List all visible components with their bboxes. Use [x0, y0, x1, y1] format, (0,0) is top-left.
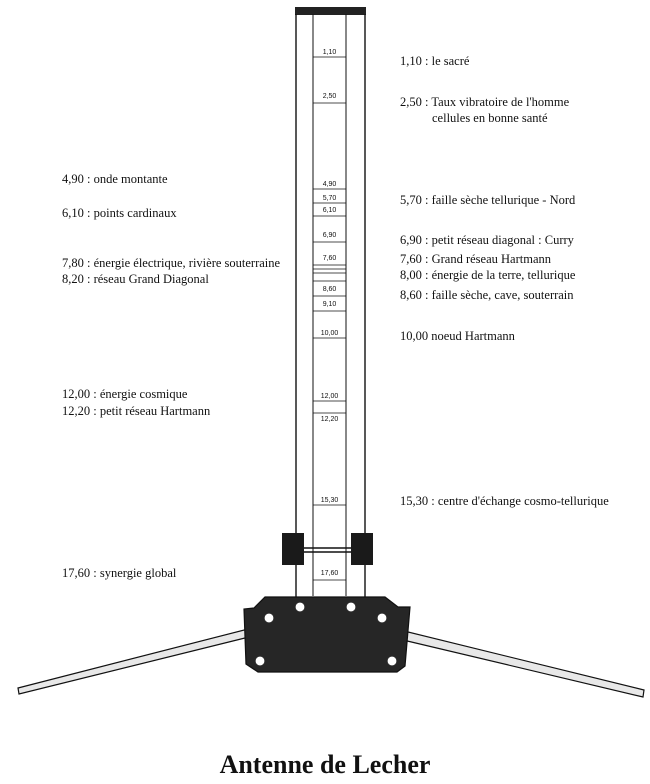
tick-label-4-90: 4,90 [322, 181, 337, 188]
label-petit-reseau-hartmann: 12,20 : petit réseau Hartmann [62, 404, 211, 418]
tick-label-2-50: 2,50 [322, 93, 337, 100]
label-energie-terre: 8,00 : énergie de la terre, tellurique [400, 268, 576, 282]
tick-label-1-10: 1,10 [322, 49, 337, 56]
label-energie-cosmique: 12,00 : énergie cosmique [62, 387, 188, 401]
antenna-top-cap [295, 7, 366, 15]
tick-label-12-20: 12,20 [320, 416, 339, 423]
tick-label-6-90: 6,90 [322, 232, 337, 239]
tick-label-17-60: 17,60 [320, 570, 339, 577]
label-onde-montante: 4,90 : onde montante [62, 172, 168, 186]
label-noeud-hartmann: 10,00 noeud Hartmann [400, 329, 515, 343]
scale-tick-labels [321, 49, 339, 577]
slider-block-right [351, 533, 373, 565]
diagram-title: Antenne de Lecher [219, 750, 431, 779]
arm-right [403, 631, 644, 697]
tick-label-5-70: 5,70 [322, 195, 337, 202]
tick-label-12-00: 12,00 [320, 393, 339, 400]
label-grand-reseau-hartmann: 7,60 : Grand réseau Hartmann [400, 252, 551, 266]
label-faille-seche-cave: 8,60 : faille sèche, cave, souterrain [400, 288, 574, 302]
label-cellules-bonne-sante: cellules en bonne santé [432, 111, 548, 125]
label-energie-electrique: 7,80 : énergie électrique, rivière souterraine [62, 256, 281, 270]
tick-label-6-10: 6,10 [322, 207, 337, 214]
label-taux-vibratoire: 2,50 : Taux vibratoire de l'homme [400, 95, 570, 109]
tick-label-10-00: 10,00 [320, 330, 339, 337]
label-centre-echange: 15,30 : centre d'échange cosmo-tellurique [400, 494, 609, 508]
label-faille-seche-nord: 5,70 : faille sèche tellurique - Nord [400, 193, 576, 207]
tick-label-7-60: 7,60 [322, 255, 337, 262]
tick-label-9-10: 9,10 [322, 301, 337, 308]
arm-left [18, 628, 253, 694]
label-petit-reseau-curry: 6,90 : petit réseau diagonal : Curry [400, 233, 574, 247]
tick-label-15-30: 15,30 [320, 497, 339, 504]
slider-block-left [282, 533, 304, 565]
label-le-sacre: 1,10 : le sacré [400, 54, 470, 68]
label-points-cardinaux: 6,10 : points cardinaux [62, 206, 177, 220]
label-synergie-global: 17,60 : synergie global [62, 566, 177, 580]
tick-label-8-60: 8,60 [322, 286, 337, 293]
label-reseau-grand-diagonal: 8,20 : réseau Grand Diagonal [62, 272, 209, 286]
antenna-base [244, 597, 410, 672]
